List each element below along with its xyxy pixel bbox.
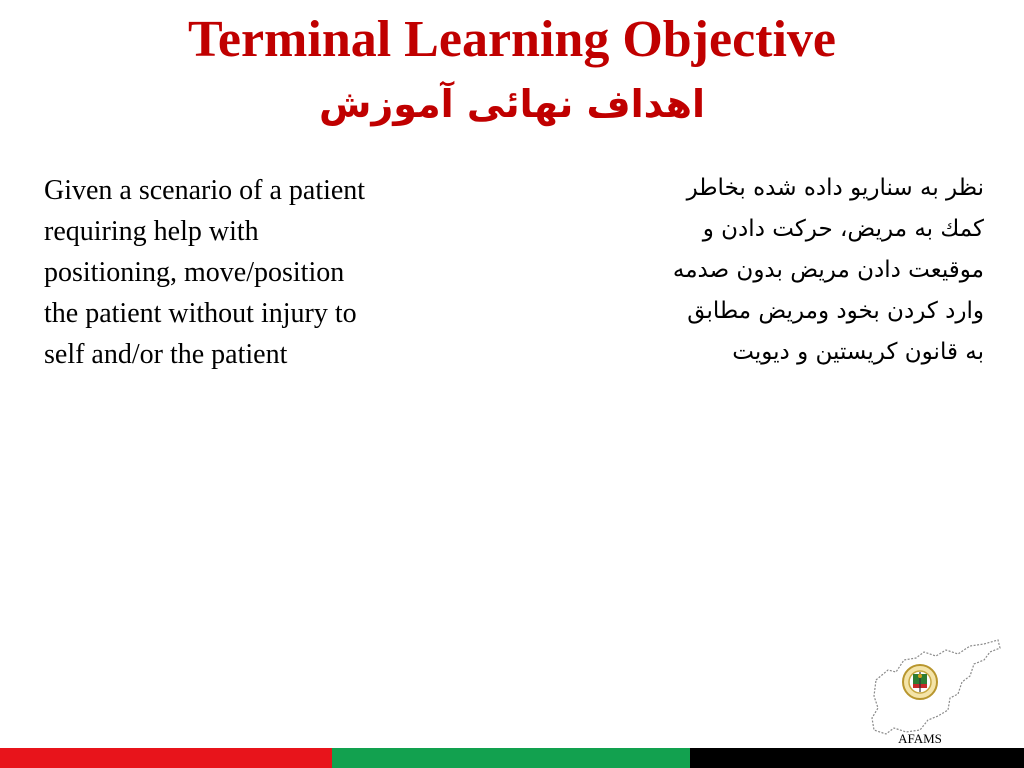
objective-line: Given a scenario of a patient [44, 175, 366, 206]
objective-text-english [44, 170, 464, 375]
objective-text-persian [580, 168, 984, 373]
flag-color-bar [0, 748, 1024, 768]
objective-line: the patient without injury to [44, 298, 357, 329]
objective-line-fa: به قانون کریستین و دیویت [732, 339, 984, 365]
afghanistan-map-emblem-icon [866, 636, 1004, 740]
slide-title: Terminal Learning Objective [187, 11, 837, 68]
objective-line-fa: نظر به سناریو داده شده بخاطر [686, 175, 984, 201]
objective-line: positioning, move/position [44, 257, 345, 288]
objective-line-fa: وارد کردن بخود ومریض مطابق [687, 298, 984, 324]
organization-label: AFAMS [898, 731, 942, 746]
flag-black-segment [690, 748, 1024, 768]
flag-green-segment [332, 748, 690, 768]
flag-red-segment [0, 748, 332, 768]
objective-line-fa: موقیعت دادن مریض بدون صدمه [672, 257, 984, 283]
objective-line-fa: کمك به مریض، حرکت دادن و [702, 216, 984, 242]
slide-subtitle-persian: اهداف نهائی آموزش [319, 82, 705, 126]
objective-line: self and/or the patient [44, 339, 288, 370]
objective-line: requiring help with [44, 216, 259, 247]
